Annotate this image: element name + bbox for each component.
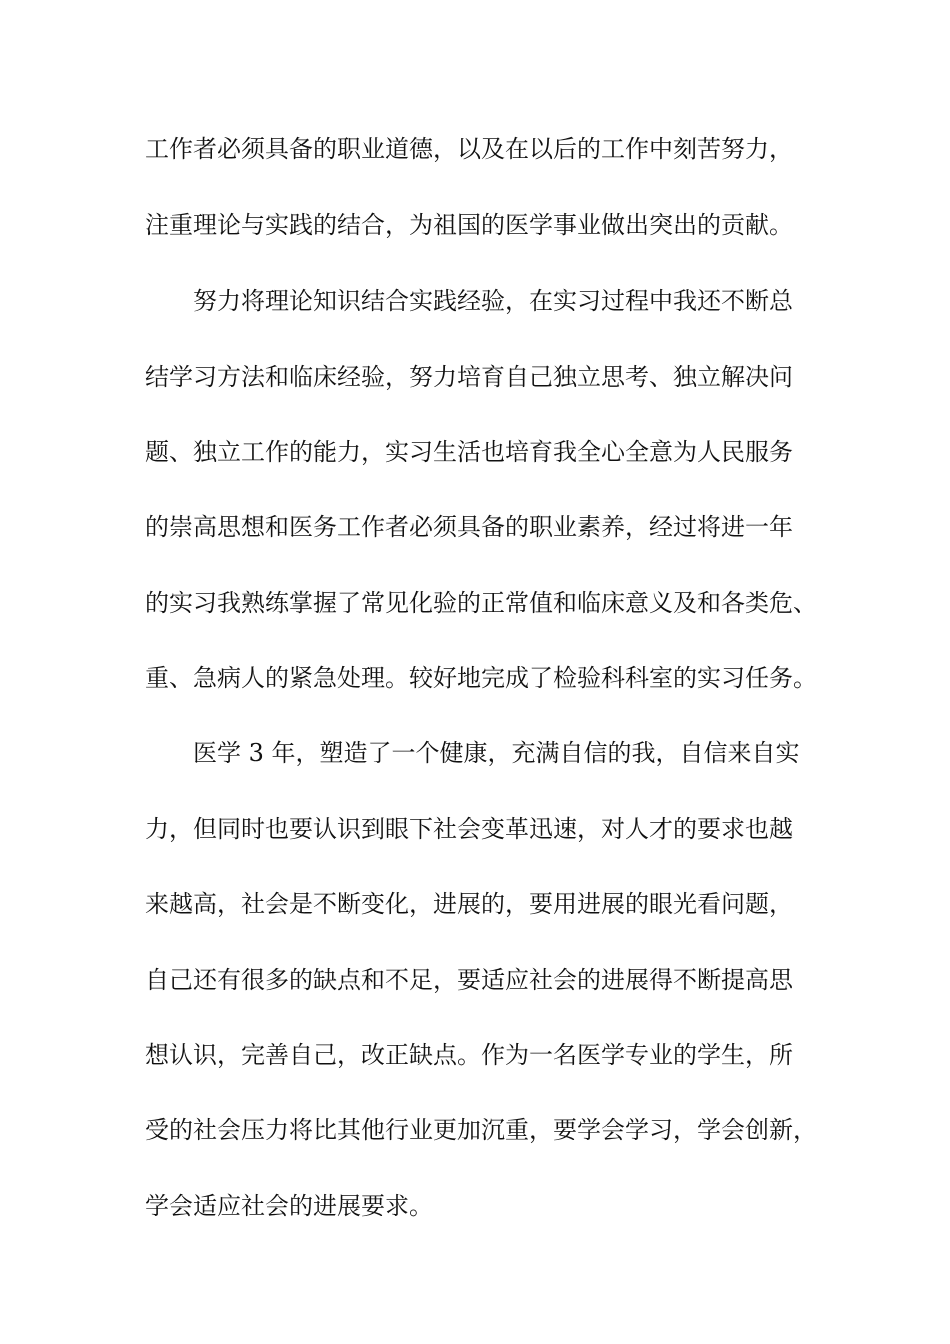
text-line: 重、急病人的紧急处理。较好地完成了检验科科室的实习任务。 [145,664,817,692]
paragraph-start-line: 努力将理论知识结合实践经验，在实习过程中我还不断总 [193,287,793,315]
text-line: 的实习我熟练掌握了常见化验的正常值和临床意义及和各类危、 [145,589,817,617]
text-line: 注重理论与实践的结合，为祖国的医学事业做出突出的贡献。 [145,211,793,239]
paragraph-start-line: 医学 3 年，塑造了一个健康，充满自信的我，自信来自实 [193,739,800,767]
text-line: 题、独立工作的能力，实习生活也培育我全心全意为人民服务 [145,438,793,466]
text-line: 工作者必须具备的职业道德，以及在以后的工作中刻苦努力， [145,135,793,163]
text-line: 学会适应社会的进展要求。 [145,1192,433,1220]
text-line: 想认识，完善自己，改正缺点。作为一名医学专业的学生，所 [145,1041,793,1069]
text-line: 的崇高思想和医务工作者必须具备的职业素养，经过将进一年 [145,513,793,541]
text-line: 力，但同时也要认识到眼下社会变革迅速，对人才的要求也越 [145,815,793,843]
text-line: 受的社会压力将比其他行业更加沉重，要学会学习，学会创新， [145,1116,817,1144]
text-line: 自己还有很多的缺点和不足，要适应社会的进展得不断提高思 [145,966,793,994]
text-line: 结学习方法和临床经验，努力培育自己独立思考、独立解决问 [145,363,793,391]
text-line: 来越高，社会是不断变化，进展的，要用进展的眼光看问题， [145,890,793,918]
